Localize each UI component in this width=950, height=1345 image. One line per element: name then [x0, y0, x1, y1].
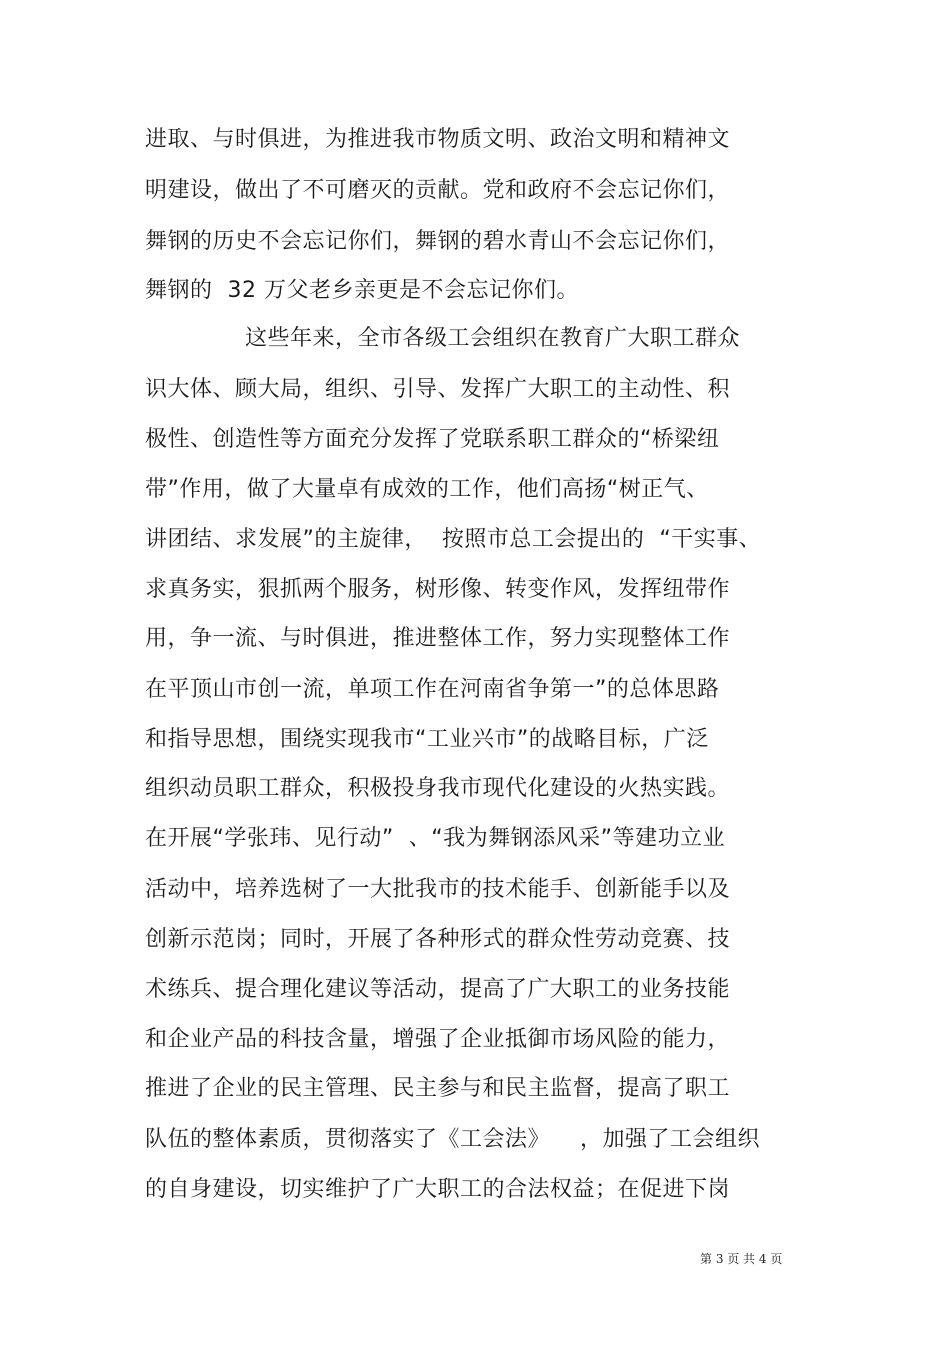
body-line: 带”作用，做了大量卓有成效的工作，他们高扬“树正气、 — [145, 477, 709, 502]
body-line: 舞钢的 32 万父老乡亲更是不会忘记你们。 — [145, 278, 579, 303]
body-line: 进取、与时俱进，为推进我市物质文明、政治文明和精神文 — [145, 127, 731, 152]
body-line: 和指导思想，围绕实现我市“工业兴市”的战略目标，广泛 — [145, 727, 709, 752]
body-line: 创新示范岗；同时，开展了各种形式的群众性劳动竞赛、技 — [145, 927, 731, 952]
body-line: 队伍的整体素质，贯彻落实了《工会法》 ，加强了工会组织 — [145, 1127, 760, 1152]
body-line: 求真务实，狠抓两个服务，树形像、转变作风，发挥纽带作 — [145, 577, 731, 602]
body-line: 和企业产品的科技含量，增强了企业抵御市场风险的能力， — [145, 1027, 731, 1052]
body-line: 极性、创造性等方面充分发挥了党联系职工群众的“桥梁纽 — [145, 427, 720, 452]
body-line: 的自身建设，切实维护了广大职工的合法权益；在促进下岗 — [145, 1177, 731, 1202]
paragraph-first-line: 这些年来，全市各级工会组织在教育广大职工群众 — [245, 326, 741, 351]
body-line: 活动中，培养选树了一大批我市的技术能手、创新能手以及 — [145, 877, 731, 902]
body-line: 舞钢的历史不会忘记你们，舞钢的碧水青山不会忘记你们， — [145, 229, 731, 254]
body-line: 在开展“学张玮、见行动” 、“我为舞钢添风采”等建功立业 — [145, 826, 726, 851]
body-line: 用，争一流、与时俱进，推进整体工作，努力实现整体工作 — [145, 626, 731, 651]
body-line: 识大体、顾大局，组织、引导、发挥广大职工的主动性、积 — [145, 377, 731, 402]
page-number: 第 3 页 共 4 页 — [700, 1252, 783, 1266]
body-line: 推进了企业的民主管理、民主参与和民主监督，提高了职工 — [145, 1076, 731, 1101]
body-line: 组织动员职工群众，积极投身我市现代化建设的火热实践。 — [145, 776, 731, 801]
body-line: 术练兵、提合理化建议等活动，提高了广大职工的业务技能 — [145, 977, 731, 1002]
body-line: 明建设，做出了不可磨灭的贡献。党和政府不会忘记你们， — [145, 178, 731, 203]
body-line: 讲团结、求发展”的主旋律， 按照市总工会提出的 “干实事、 — [145, 527, 762, 552]
body-line: 在平顶山市创一流，单项工作在河南省争第一”的总体思路 — [145, 677, 720, 702]
